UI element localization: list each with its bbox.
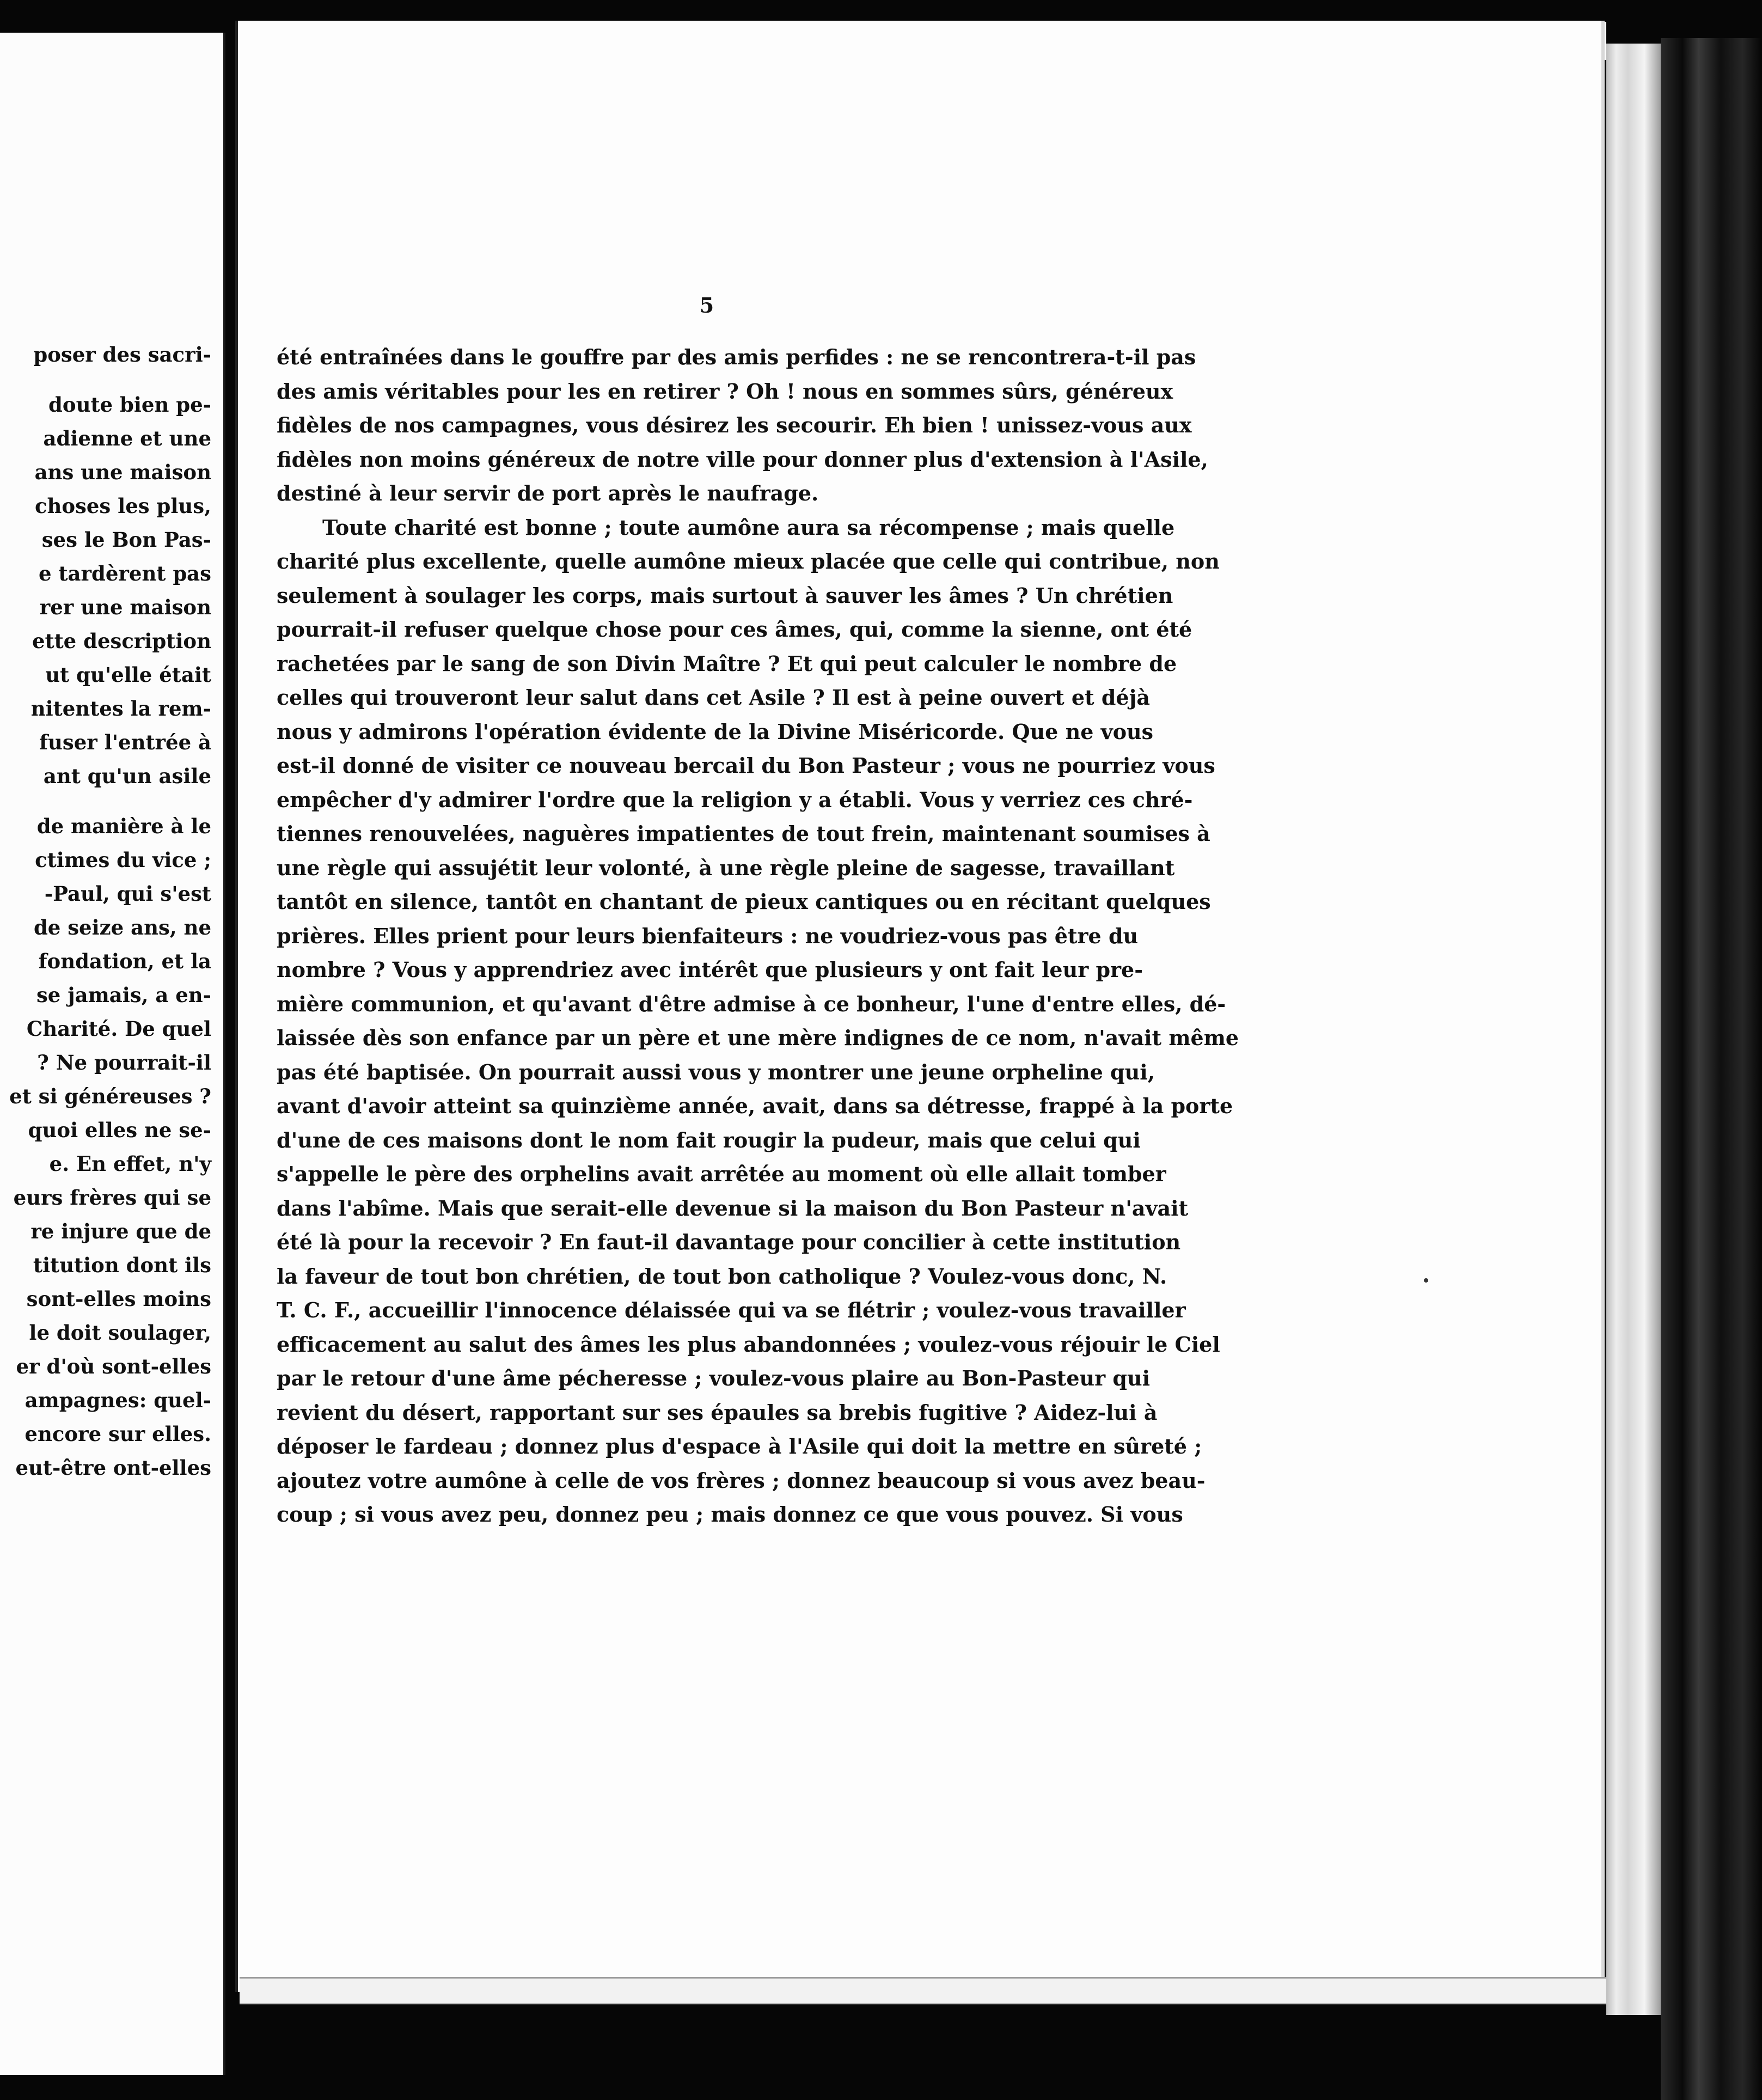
facing-page-line: ant qu'un asile xyxy=(43,764,211,788)
facing-page-line: titution dont ils xyxy=(33,1253,211,1277)
text-line: par le retour d'une âme pécheresse ; voulez-vous plaire au Bon-Pasteur qui xyxy=(277,1366,1151,1390)
text-line: été entraînées dans le gouffre par des amis perfides : ne se rencontrera-t-il pas xyxy=(277,345,1196,369)
text-line: pas été baptisée. On pourrait aussi vous y montrer une jeune orpheline qui, xyxy=(277,1059,1155,1084)
text-line: nous y admirons l'opération évidente de la Divine Miséricorde. Que ne vous xyxy=(277,719,1154,744)
text-line: déposer le fardeau ; donnez plus d'espace à l'Asile qui doit la mettre en sûreté ; xyxy=(277,1434,1202,1458)
facing-page-line: e. En effet, n'y xyxy=(49,1152,211,1176)
text-line: fidèles non moins généreux de notre ville pour donner plus d'extension à l'Asile, xyxy=(277,447,1208,472)
text-line: T. C. F., accueillir l'innocence délaissée qui va se flétrir ; voulez-vous travailler xyxy=(277,1298,1186,1322)
body-text xyxy=(277,340,1239,1532)
ink-speck xyxy=(1424,1278,1428,1283)
text-line: été là pour la recevoir ? En faut-il davantage pour concilier à cette institution xyxy=(277,1230,1181,1254)
facing-page-line: fuser l'entrée à xyxy=(39,730,211,754)
facing-page-line xyxy=(0,371,211,388)
text-line: laissée dès son enfance par un père et une mère indignes de ce nom, n'avait même xyxy=(277,1025,1239,1050)
text-line: nombre ? Vous y apprendriez avec intérêt que plusieurs y ont fait leur pre- xyxy=(277,957,1143,982)
facing-page-line: ? Ne pourrait-il xyxy=(37,1051,211,1075)
facing-page-line: ses le Bon Pas- xyxy=(41,528,211,552)
text-line: s'appelle le père des orphelins avait arrêtée au moment où elle allait tomber xyxy=(277,1162,1166,1186)
facing-page-line: nitentes la rem- xyxy=(30,697,211,721)
text-line: charité plus excellente, quelle aumône mieux placée que celle qui contribue, non xyxy=(277,549,1220,573)
facing-page-line: de manière à le xyxy=(36,814,211,838)
text-line: seulement à soulager les corps, mais surtout à sauver les âmes ? Un chrétien xyxy=(277,583,1173,608)
facing-page-line: se jamais, a en- xyxy=(36,983,211,1007)
facing-page-line: -Paul, qui s'est xyxy=(44,882,211,906)
page-stack-bottom xyxy=(240,1977,1612,2005)
text-line: des amis véritables pour les en retirer ? Oh ! nous en sommes sûrs, généreux xyxy=(277,379,1173,404)
text-line: d'une de ces maisons dont le nom fait rougir la pudeur, mais que celui qui xyxy=(277,1127,1141,1152)
facing-page-line: adienne et une xyxy=(43,426,211,450)
facing-page-line: er d'où sont-elles xyxy=(16,1354,211,1378)
facing-page-line: fondation, et la xyxy=(38,949,211,973)
text-line: prières. Elles prient pour leurs bienfaiteurs : ne voudriez-vous pas être du xyxy=(277,923,1139,948)
facing-page-line: doute bien pe- xyxy=(48,393,211,417)
facing-page-line: de seize ans, ne xyxy=(33,915,211,939)
page-number: 5 xyxy=(699,293,714,318)
facing-page-line: choses les plus, xyxy=(34,494,211,518)
facing-page-line: ctimes du vice ; xyxy=(35,848,211,872)
text-line: est-il donné de visiter ce nouveau bercail du Bon Pasteur ; vous ne pourriez vous xyxy=(277,753,1215,778)
page-edges xyxy=(1606,44,1661,2015)
facing-page-line: encore sur elles. xyxy=(25,1422,211,1446)
facing-page-line: et si généreuses ? xyxy=(9,1084,211,1108)
text-line: destiné à leur servir de port après le naufrage. xyxy=(277,481,819,505)
text-line: avant d'avoir atteint sa quinzième année, avait, dans sa détresse, frappé à la porte xyxy=(277,1094,1233,1118)
facing-page-line: quoi elles ne se- xyxy=(28,1118,211,1142)
facing-page-line: poser des sacri- xyxy=(33,343,211,367)
text-line: tiennes renouvelées, naguères impatientes de tout frein, maintenant soumises à xyxy=(277,821,1210,846)
facing-page-line: le doit soulager, xyxy=(29,1321,211,1345)
facing-page-line: ette description xyxy=(32,629,211,653)
text-line: coup ; si vous avez peu, donnez peu ; mais donnez ce que vous pouvez. Si vous xyxy=(277,1502,1183,1527)
facing-page-line: Charité. De quel xyxy=(26,1017,211,1041)
facing-page-line: rer une maison xyxy=(39,595,211,619)
text-line: fidèles de nos campagnes, vous désirez les secourir. Eh bien ! unissez-vous aux xyxy=(277,413,1192,437)
text-line: la faveur de tout bon chrétien, de tout bon catholique ? Voulez-vous donc, N. xyxy=(277,1263,1167,1289)
facing-page-line: e tardèrent pas xyxy=(39,561,211,585)
text-line: empêcher d'y admirer l'ordre que la religion y a établi. Vous y verriez ces chré- xyxy=(277,787,1193,812)
facing-page-line: eurs frères qui se xyxy=(13,1186,211,1210)
text-line: Toute charité est bonne ; toute aumône aura sa récompense ; mais quelle xyxy=(322,515,1175,540)
book-spine xyxy=(1661,38,1762,2100)
facing-page-line: ans une maison xyxy=(34,460,211,484)
text-line: celles qui trouveront leur salut dans cet Asile ? Il est à peine ouvert et déjà xyxy=(277,685,1150,710)
facing-page-text xyxy=(0,338,211,1485)
text-line: une règle qui assujétit leur volonté, à une règle pleine de sagesse, travaillant xyxy=(277,855,1175,880)
facing-page-line xyxy=(0,793,211,809)
facing-page-line: eut-être ont-elles xyxy=(15,1456,211,1480)
facing-page-line: ut qu'elle était xyxy=(45,663,211,687)
facing-page-line: sont-elles moins xyxy=(26,1287,211,1311)
text-line: pourrait-il refuser quelque chose pour ces âmes, qui, comme la sienne, ont été xyxy=(277,617,1192,642)
text-line: dans l'abîme. Mais que serait-elle devenue si la maison du Bon Pasteur n'avait xyxy=(277,1195,1189,1220)
text-line: tantôt en silence, tantôt en chantant de pieux cantiques ou en récitant quelques xyxy=(277,889,1211,914)
facing-page-left xyxy=(0,33,225,2075)
facing-page-line: re injure que de xyxy=(30,1219,211,1243)
facing-page-line: ampagnes: quel- xyxy=(25,1388,211,1412)
text-line: rachetées par le sang de son Divin Maître ? Et qui peut calculer le nombre de xyxy=(277,651,1177,676)
text-line: ajoutez votre aumône à celle de vos frères ; donnez beaucoup si vous avez beau- xyxy=(277,1468,1206,1493)
text-line: mière communion, et qu'avant d'être admise à ce bonheur, l'une d'entre elles, dé- xyxy=(277,991,1226,1016)
text-line: revient du désert, rapportant sur ses épaules sa brebis fugitive ? Aidez-lui à xyxy=(277,1400,1158,1425)
text-line: efficacement au salut des âmes les plus abandonnées ; voulez-vous réjouir le Ciel xyxy=(277,1332,1220,1357)
